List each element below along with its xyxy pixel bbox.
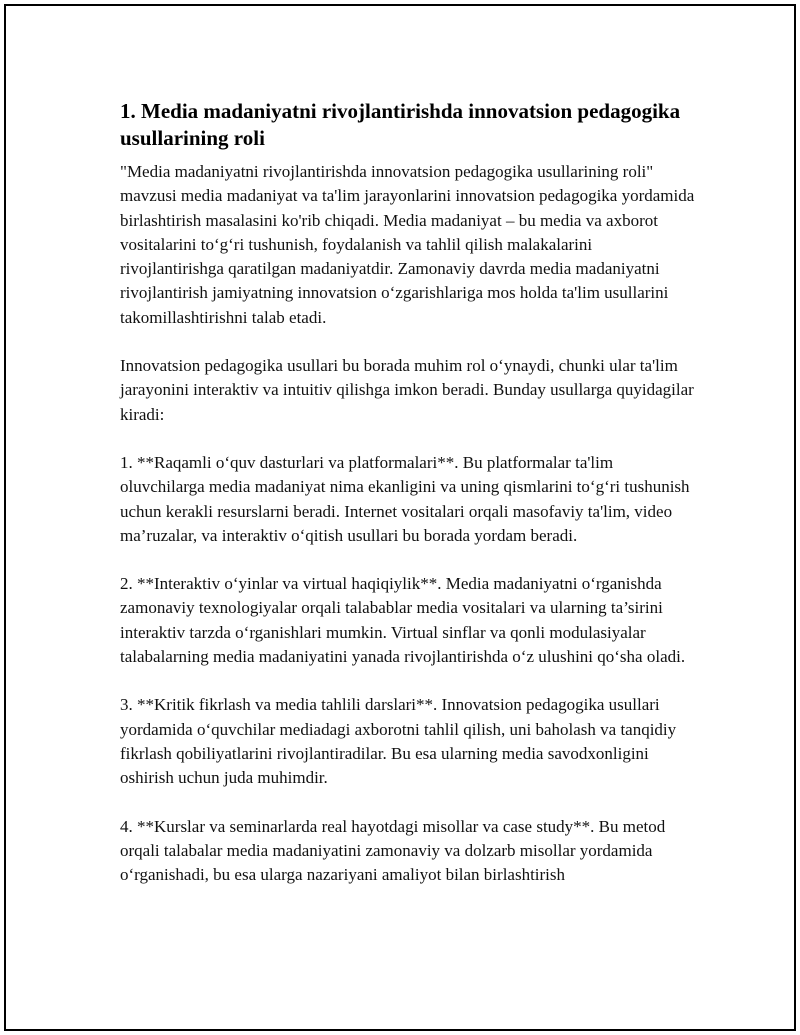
- paragraph-methods: Innovatsion pedagogika usullari bu borada muhim rol o‘ynaydi, chunki ular ta'lim jarayonini interaktiv va intuitiv qilishga imkon beradi. Bunday usullarga quyidagilar kiradi:: [120, 356, 694, 424]
- paragraph-item-2: 2. **Interaktiv o‘yinlar va virtual haqiqiylik**. Media madaniyatni o‘rganishda zamonaviy texnologiyalar orqali talabablar media vositalari va ularning ta’sirini interaktiv tarzda o‘rganishlari mumkin. Virtual sinflar va qonli modulasiyalar talabalarning media madaniyatini yanada rivojlantirishda o‘z ulushini qo‘sha oladi.: [120, 574, 686, 667]
- paragraph-item-1: 1. **Raqamli o‘quv dasturlari va platformalari**. Bu platformalar ta'lim oluvchilarga media madaniyat nima ekanligini va uning qismlarini to‘g‘ri tushunish uchun kerakli resurslarni beradi. Internet vositalari orqali masofaviy ta'lim, video ma’ruzalar, va interaktiv o‘qitish usullari bu borada yordam beradi.: [120, 452, 690, 545]
- page-frame: [4, 4, 796, 1031]
- paragraph-item-4: 4. **Kurslar va seminarlarda real hayotdagi misollar va case study**. Bu metod orqali talabalar media madaniyatini zamonaviy va dolzarb misollar yordamida o‘rganishadi, bu esa ularga nazariyani amaliyot bilan birlashtirish: [120, 816, 666, 885]
- document-body: [120, 98, 700, 887]
- paragraph-intro: "Media madaniyatni rivojlantirishda innovatsion pedagogika usullarining roli" mavzusi media madaniyat va ta'lim jarayonlarini innovatsion pedagogika yordamida birlashtirish masalasini ko'rib chiqadi. Media madaniyat – bu media va axborot vositalarini to‘g‘ri tushunish, foydalanish va tahlil qilish malakalarini rivojlantirishga qaratilgan madaniyatdir. Zamonaviy davrda media madaniyatni rivojlantirish jamiyatning innovatsion o‘zgarishlariga mos holda ta'lim usullarini takomillashtirishni talab etadi.: [120, 162, 695, 327]
- paragraph-item-3: 3. **Kritik fikrlash va media tahlili darslari**. Innovatsion pedagogika usullari yordamida o‘quvchilar mediadagi axborotni tahlil qilish, uni baholash va tanqidiy fikrlash qobiliyatlarini rivojlantiradilar. Bu esa ularning media savodxonligini oshirish uchun juda muhimdir.: [120, 695, 677, 788]
- document-heading: 1. Media madaniyatni rivojlantirishda innovatsion pedagogika usullarining roli: [120, 99, 681, 150]
